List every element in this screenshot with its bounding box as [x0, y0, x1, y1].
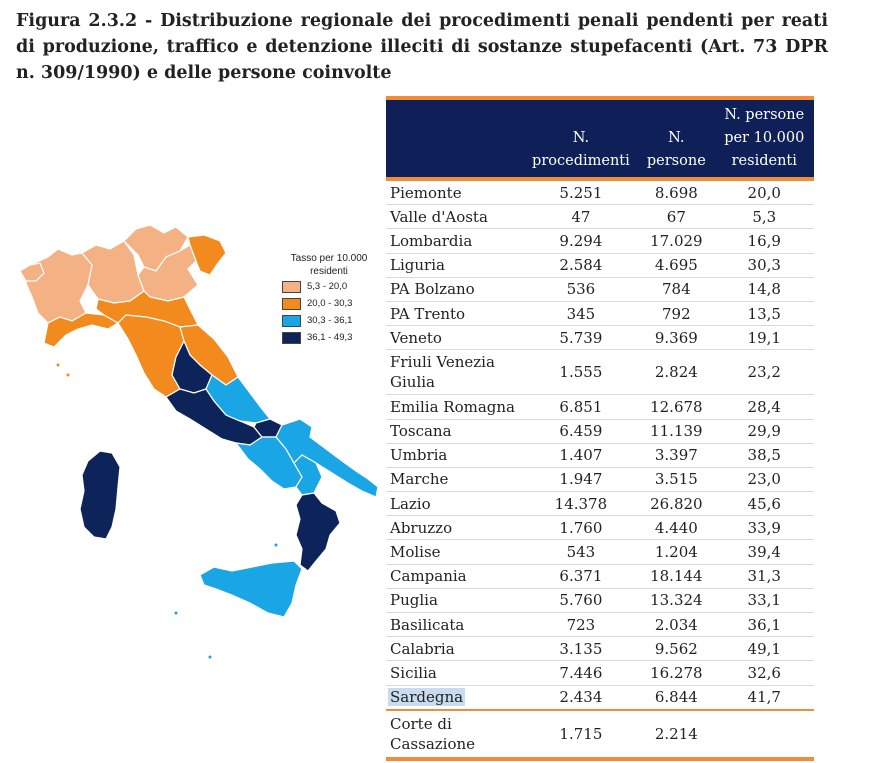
cell-persone: 26.820 [638, 492, 714, 516]
region-name: Campania [390, 567, 467, 586]
cell-tasso: 23,2 [715, 350, 814, 395]
cell-persone: 17.029 [638, 229, 714, 253]
cell-procedimenti: 7.446 [524, 661, 639, 685]
region-name: Lombardia [390, 231, 473, 250]
cell-region [386, 588, 524, 612]
table-row [386, 395, 814, 419]
cell-persone: 1.204 [638, 540, 714, 564]
header-tasso: N. persone per 10.000 residenti [715, 98, 814, 179]
cell-region [386, 229, 524, 253]
legend-swatch [282, 332, 301, 344]
cell-tasso: 13,5 [715, 301, 814, 325]
cell-persone: 2.824 [638, 350, 714, 395]
table-row [386, 492, 814, 516]
cell-procedimenti: 6.459 [524, 419, 639, 443]
table-row [386, 637, 814, 661]
cell-persone: 13.324 [638, 588, 714, 612]
region-name: PA Bolzano [390, 280, 475, 299]
header-persone: N. persone [638, 98, 714, 179]
legend-item [282, 312, 382, 329]
map-legend [282, 252, 382, 346]
cell-procedimenti: 543 [524, 540, 639, 564]
legend-item [282, 329, 382, 346]
cell-persone: 18.144 [638, 564, 714, 588]
region-name: Emilia Romagna [390, 397, 515, 416]
table-header-row [386, 98, 814, 179]
island-dot [57, 364, 60, 367]
cell-persone: 8.698 [638, 179, 714, 205]
legend-swatch [282, 281, 301, 293]
cell-region [386, 467, 524, 491]
cell-region [386, 179, 524, 205]
cell-procedimenti: 3.135 [524, 637, 639, 661]
cell-tasso: 32,6 [715, 661, 814, 685]
cell-region [386, 564, 524, 588]
legend-label: 30,3 - 36,1 [307, 315, 353, 326]
island-dot [275, 544, 278, 547]
table-row [386, 179, 814, 205]
cell-persone: 784 [638, 277, 714, 301]
island-dot [209, 656, 212, 659]
legend-label: 5,3 - 20,0 [307, 281, 348, 292]
cell-tasso: 49,1 [715, 637, 814, 661]
cell-persone: 67 [638, 205, 714, 229]
table-row [386, 350, 814, 395]
legend-item [282, 278, 382, 295]
cell-procedimenti: 2.584 [524, 253, 639, 277]
island-dot [175, 612, 178, 615]
cell-region [386, 326, 524, 350]
cell-procedimenti: 345 [524, 301, 639, 325]
cell-region [386, 685, 524, 710]
cell-persone: 9.369 [638, 326, 714, 350]
region-sicilia [200, 561, 302, 617]
cell-tasso: 20,0 [715, 179, 814, 205]
region-name: Sicilia [390, 663, 437, 682]
table-row [386, 277, 814, 301]
cell-region [386, 205, 524, 229]
cell-region [386, 277, 524, 301]
header-region [386, 98, 524, 179]
region-name: Umbria [390, 446, 448, 465]
cell-tasso: 45,6 [715, 492, 814, 516]
cell-procedimenti: 1.947 [524, 467, 639, 491]
cell-tasso: 31,3 [715, 564, 814, 588]
cell-tasso: 29,9 [715, 419, 814, 443]
cell-region [386, 613, 524, 637]
cell-procedimenti: 14.378 [524, 492, 639, 516]
cell-tasso: 23,0 [715, 467, 814, 491]
legend-label: 36,1 - 49,3 [307, 332, 353, 343]
cell-tasso: 36,1 [715, 613, 814, 637]
table-row [386, 613, 814, 637]
table-body [386, 179, 814, 759]
table-row [386, 710, 814, 759]
region-name: Toscana [390, 422, 452, 441]
cell-procedimenti: 6.851 [524, 395, 639, 419]
legend-label: 20,0 - 30,3 [307, 298, 353, 309]
table-row [386, 419, 814, 443]
cell-region [386, 637, 524, 661]
region-name: Friuli Venezia Giulia [390, 353, 495, 392]
cell-persone: 3.515 [638, 467, 714, 491]
cell-persone: 6.844 [638, 685, 714, 710]
table-row [386, 661, 814, 685]
region-friuli [188, 235, 226, 275]
cell-tasso: 5,3 [715, 205, 814, 229]
island-dot [67, 374, 70, 377]
region-calabria [296, 493, 340, 571]
cell-region [386, 540, 524, 564]
region-name: Liguria [390, 256, 445, 275]
cell-tasso: 33,9 [715, 516, 814, 540]
cell-tasso: 16,9 [715, 229, 814, 253]
table-row [386, 301, 814, 325]
cell-procedimenti: 47 [524, 205, 639, 229]
cell-procedimenti: 1.760 [524, 516, 639, 540]
table-row [386, 467, 814, 491]
cell-persone: 11.139 [638, 419, 714, 443]
cell-persone: 2.034 [638, 613, 714, 637]
cell-tasso: 19,1 [715, 326, 814, 350]
region-sardegna [80, 451, 120, 539]
cell-tasso [715, 710, 814, 759]
cell-procedimenti: 1.555 [524, 350, 639, 395]
legend-swatch [282, 315, 301, 327]
cell-procedimenti: 723 [524, 613, 639, 637]
region-name: Piemonte [390, 183, 462, 202]
table-row [386, 205, 814, 229]
region-name: Corte di Cassazione [390, 714, 476, 753]
cell-procedimenti: 6.371 [524, 564, 639, 588]
header-procedimenti: N. procedimenti [524, 98, 639, 179]
cell-persone: 792 [638, 301, 714, 325]
region-name: Abruzzo [390, 518, 453, 537]
cell-tasso: 30,3 [715, 253, 814, 277]
table-row [386, 588, 814, 612]
cell-procedimenti: 2.434 [524, 685, 639, 710]
region-name: Puglia [390, 591, 438, 610]
cell-region [386, 419, 524, 443]
cell-region [386, 395, 524, 419]
cell-persone: 2.214 [638, 710, 714, 759]
region-toscana [118, 315, 184, 397]
cell-persone: 16.278 [638, 661, 714, 685]
table-row [386, 229, 814, 253]
cell-procedimenti: 536 [524, 277, 639, 301]
region-name: Veneto [390, 328, 442, 347]
legend-swatch [282, 298, 301, 310]
region-name: Sardegna [390, 688, 464, 707]
cell-procedimenti: 5.251 [524, 179, 639, 205]
cell-tasso: 39,4 [715, 540, 814, 564]
cell-persone: 4.440 [638, 516, 714, 540]
region-piemonte [26, 249, 92, 323]
cell-persone: 9.562 [638, 637, 714, 661]
legend-item [282, 295, 382, 312]
region-name: Molise [390, 543, 441, 562]
cell-region [386, 516, 524, 540]
region-name: Marche [390, 470, 449, 489]
cell-region [386, 350, 524, 395]
cell-persone: 3.397 [638, 443, 714, 467]
cell-procedimenti: 1.715 [524, 710, 639, 759]
region-name: PA Trento [390, 304, 466, 323]
cell-procedimenti: 5.760 [524, 588, 639, 612]
table-row [386, 685, 814, 710]
region-name: Basilicata [390, 615, 465, 634]
cell-region [386, 661, 524, 685]
cell-tasso: 28,4 [715, 395, 814, 419]
table-row [386, 326, 814, 350]
table-row [386, 253, 814, 277]
figure-caption: Figura 2.3.2 - Distribuzione regionale dei procedimenti penali pendenti per reati di produzione, traffico e detenzione illeciti di sostanze stupefacenti (Art. 73 DPR n. 309/1990) e delle persone coinvolte [16, 11, 828, 83]
cell-tasso: 41,7 [715, 685, 814, 710]
region-name: Lazio [390, 494, 431, 513]
data-table [386, 96, 814, 761]
table-row [386, 443, 814, 467]
table-row [386, 516, 814, 540]
cell-persone: 12.678 [638, 395, 714, 419]
cell-tasso: 38,5 [715, 443, 814, 467]
region-name: Valle d'Aosta [390, 207, 488, 226]
table-row [386, 564, 814, 588]
region-name: Calabria [390, 639, 455, 658]
cell-region [386, 301, 524, 325]
cell-region [386, 443, 524, 467]
cell-procedimenti: 9.294 [524, 229, 639, 253]
cell-procedimenti: 5.739 [524, 326, 639, 350]
cell-region [386, 492, 524, 516]
cell-region [386, 710, 524, 759]
cell-tasso: 33,1 [715, 588, 814, 612]
cell-procedimenti: 1.407 [524, 443, 639, 467]
cell-persone: 4.695 [638, 253, 714, 277]
cell-tasso: 14,8 [715, 277, 814, 301]
table-row [386, 540, 814, 564]
cell-region [386, 253, 524, 277]
legend-title: Tasso per 10.000 residenti [290, 253, 368, 277]
